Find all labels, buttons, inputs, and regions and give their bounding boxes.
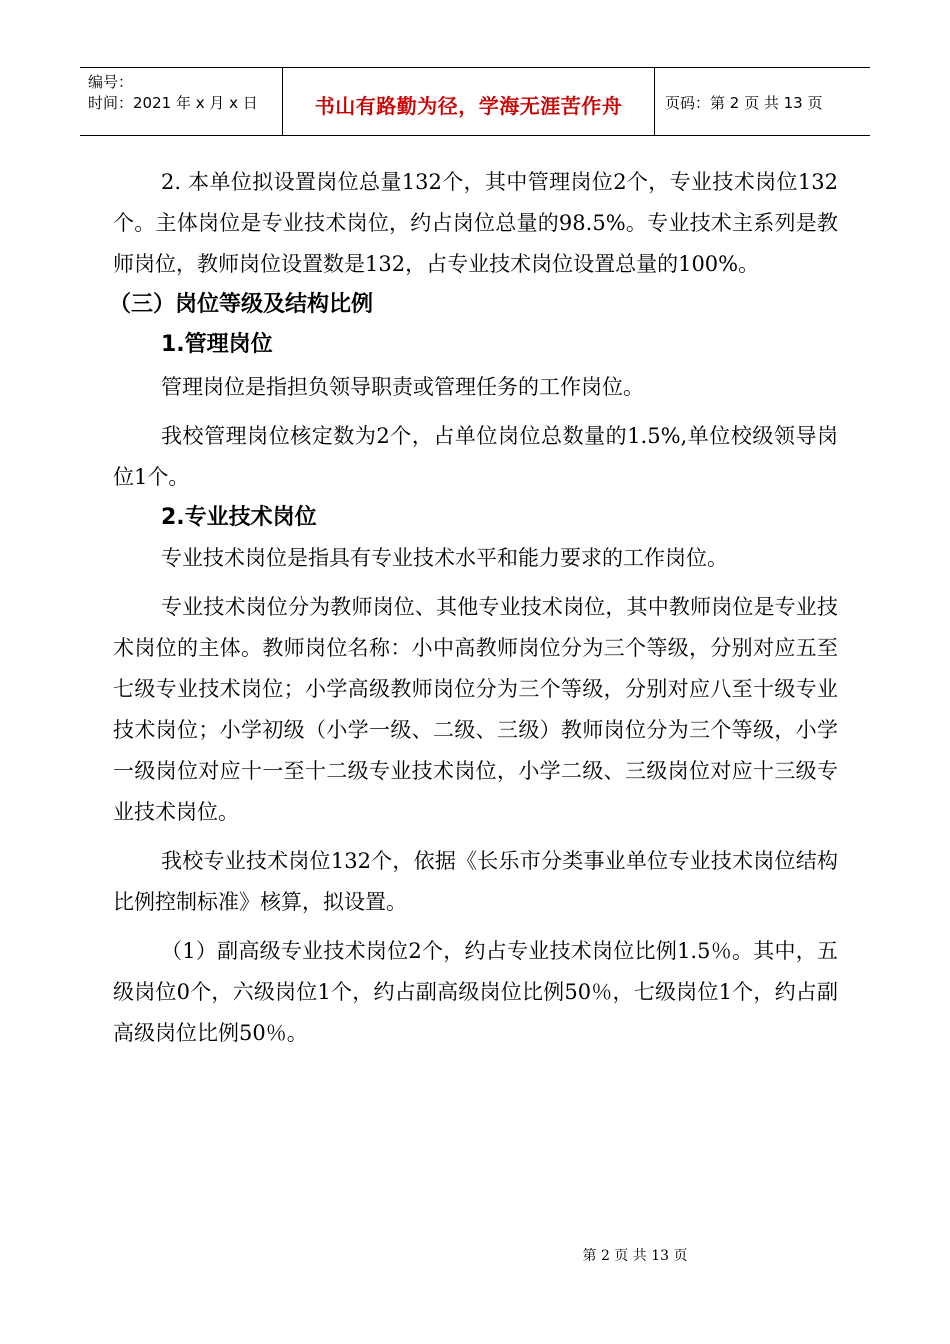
subheading-management: 1.管理岗位 <box>161 332 273 357</box>
page-footer: 第 2 页 共 13 页 <box>582 1248 688 1264</box>
paragraph-senior-posts: （1）副高级专业技术岗位2个，约占专业技术岗位比例1.5％。其中，五级岗位0个，六级岗位1个，约占副高级岗位比例50％，七级岗位1个，约占副高级岗位比例50％。 <box>113 939 838 1045</box>
subheading-professional: 2.专业技术岗位 <box>161 505 317 530</box>
paragraph-post-total: 2. 本单位拟设置岗位总量132个，其中管理岗位2个，专业技术岗位132个。主体岗位是专业技术岗位，约占岗位总量的98.5%。专业技术主系列是教师岗位，教师岗位设置数是132，占专业技术岗位设置总量的100%。 <box>113 170 838 276</box>
paragraph-professional-def: 专业技术岗位是指具有专业技术水平和能力要求的工作岗位。 <box>161 546 728 570</box>
header-page-cell <box>655 68 870 135</box>
page-header-table <box>80 67 870 136</box>
paragraph-management-count: 我校管理岗位核定数为2个，占单位岗位总数量的1.5%,单位校级领导岗位1个。 <box>113 424 838 489</box>
paragraph-professional-count: 我校专业技术岗位132个，依据《长乐市分类事业单位专业技术岗位结构比例控制标准》核算，拟设置。 <box>113 849 838 914</box>
paragraph-professional-types: 专业技术岗位分为教师岗位、其他专业技术岗位，其中教师岗位是专业技术岗位的主体。教师岗位名称：小中高教师岗位分为三个等级，分别对应五至七级专业技术岗位；小学高级教师岗位分为三个等级，分别对应八至十级专业技术岗位；小学初级（小学一级、二级、三级）教师岗位分为三个等级，小学一级岗位对应十一至十二级专业技术岗位，小学二级、三级岗位对应十三级专业技术岗位。 <box>113 595 838 824</box>
header-page-info: 页码：第 2 页 共 13 页 <box>665 94 823 112</box>
header-motto: 书山有路勤为径，学海无涯苦作舟 <box>314 94 623 118</box>
doc-number-label: 编号： <box>88 73 134 91</box>
section-heading-3: （三）岗位等级及结构比例 <box>109 292 374 317</box>
header-motto-cell <box>283 68 655 135</box>
doc-date: 时间：2021 年 x 月 x 日 <box>88 94 258 112</box>
document-body <box>109 162 838 1054</box>
header-meta-cell <box>80 68 283 135</box>
paragraph-management-def: 管理岗位是指担负领导职责或管理任务的工作岗位。 <box>161 375 644 399</box>
